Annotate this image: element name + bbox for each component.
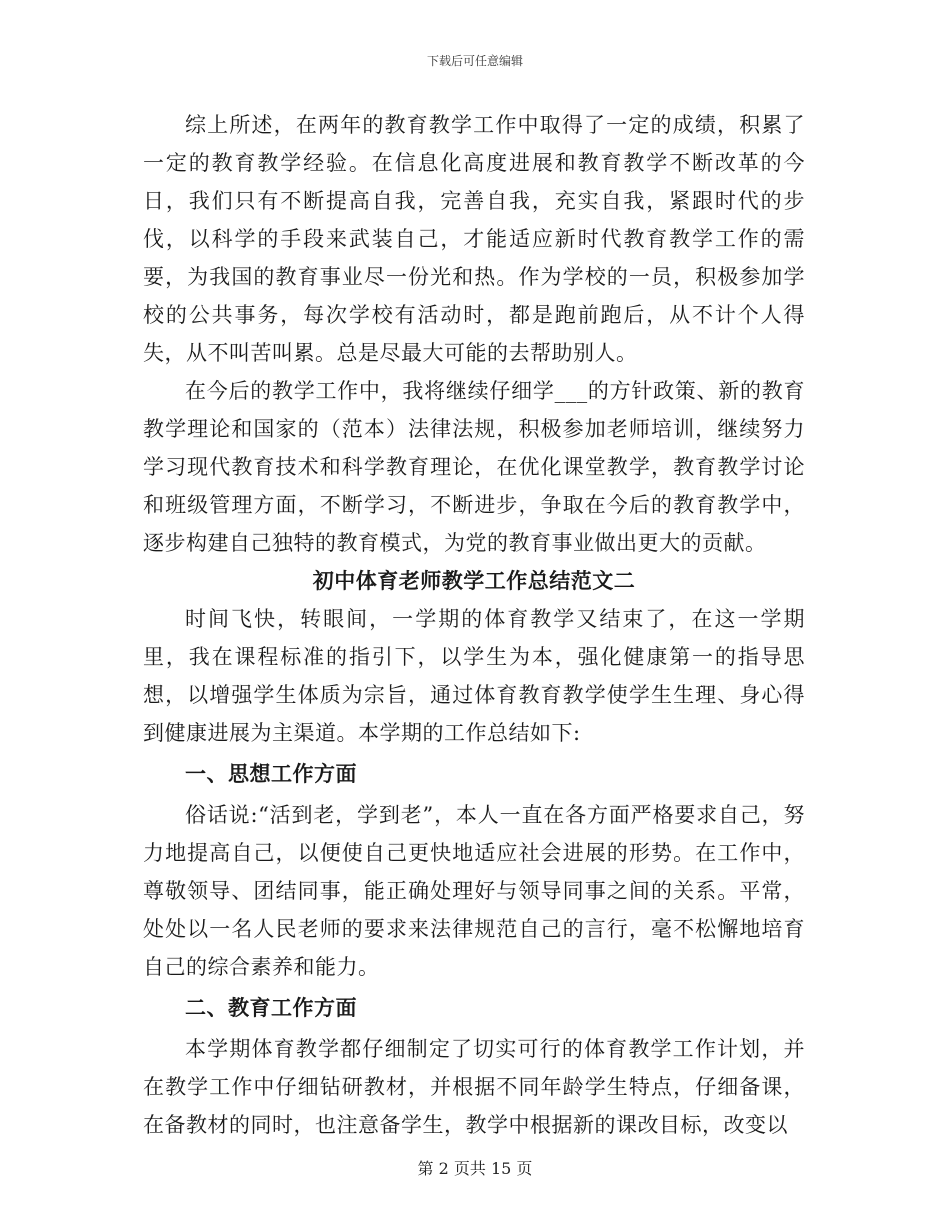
paragraph-future-plan: 在今后的教学工作中，我将继续仔细学___的方针政策、新的教育教学理论和国家的（范本）法律法规，积极参加老师培训，继续努力学习现代教育技术和科学教育理论，在优化课堂教学，教育教学讨论和班级管理方面，不断学习，不断进步，争取在今后的教育教学中，逐步构建自己独特的教育模式，为党的教育事业做出更大的贡献。	[143, 379, 805, 555]
heading-ideology: 一、思想工作方面	[185, 761, 357, 786]
paragraph-ideology: 俗话说:“活到老，学到老”，本人一直在各方面严格要求自己，努力地提高自己，以便使自己更快地适应社会进展的形势。在工作中，尊敬领导、团结同事，能正确处理好与领导同事之间的关系。平常，处处以一名人民老师的要求来法律规范自己的言行，毫不松懈地培育自己的综合素养和能力。	[143, 803, 805, 979]
paragraph-education: 本学期体育教学都仔细制定了切实可行的体育教学工作计划，并在教学工作中仔细钻研教材，并根据不同年龄学生特点，仔细备课，在备教材的同时，也注意备学生，教学中根据新的课改目标，改变以	[143, 1037, 805, 1137]
page-header: 下载后可任意编辑	[426, 54, 523, 68]
heading-education: 二、教育工作方面	[185, 995, 357, 1020]
paragraph-summary: 综上所述，在两年的教育教学工作中取得了一定的成绩，积累了一定的教育教学经验。在信息化高度进展和教育教学不断改革的今日，我们只有不断提高自我，完善自我，充实自我，紧跟时代的步伐，以科学的手段来武装自己，才能适应新时代教育教学工作的需要，为我国的教育事业尽一份光和热。作为学校的一员，积极参加学校的公共事务，每次学校有活动时，都是跑前跑后，从不计个人得失，从不叫苦叫累。总是尽最大可能的去帮助别人。	[143, 113, 805, 365]
paragraph-intro: 时间飞快，转眼间，一学期的体育教学又结束了，在这一学期里，我在课程标准的指引下，以学生为本，强化健康第一的指导思想，以增强学生体质为宗旨，通过体育教育教学使学生生理、身心得到健康进展为主渠道。本学期的工作总结如下:	[143, 607, 805, 745]
page-number: 第 2 页共 15 页	[417, 1159, 533, 1178]
document-body	[143, 106, 805, 1144]
section-title: 初中体育老师教学工作总结范文二	[312, 568, 636, 593]
